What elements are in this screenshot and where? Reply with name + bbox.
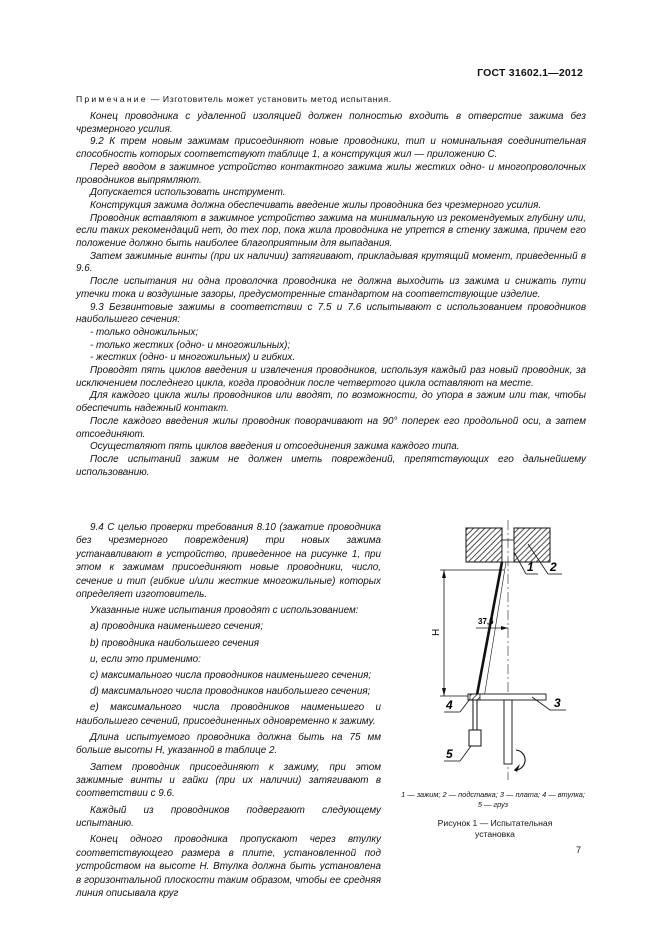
paragraph: e) максимального числа проводников наименьшего и наибольшего сечений, присоединенных одновременно к зажиму. <box>76 702 381 727</box>
paragraph: Осуществляют пять циклов введения и отсоединения зажима каждого типа. <box>90 441 460 453</box>
paragraph: 9.2 К трем новым зажимам присоединяют новые проводники, тип и номинальная соединительная способность которых соответствуют таблице 1, а конструкция жил — приложению С. <box>76 136 586 161</box>
paragraph: Конструкция зажима должна обеспечивать введение жилы проводника без чрезмерного усилия. <box>90 199 542 211</box>
paragraph: Каждый из проводников подвергают следующему испытанию. <box>76 804 381 830</box>
label-4: 4 <box>446 698 453 712</box>
paragraph: Затем зажимные винты (при их наличии) затягивают, прикладывая крутящий момент, приведенный в 9.6. <box>76 250 586 275</box>
paragraph: a) проводника наименьшего сечения; <box>90 621 264 633</box>
paragraph: После каждого введения жилы проводник поворачивают на 90° поперек его продольной оси, а затем отсоединяют. <box>76 415 586 440</box>
paragraph: Длина испытуемого проводника должна быть на 75 мм больше высоты H, указанной в таблице 2. <box>76 732 381 757</box>
paragraph: Проводник вставляют в зажимное устройство зажима на минимальную из рекомендуемых глубину или, если таких рекомендаций нет, до тех пор, пока жила проводника не упрется в стенку зажима, причем его положение должно быть наиболее благоприятным для выпадания. <box>76 212 586 250</box>
paragraph: Проводят пять циклов введения и извлечения проводников, используя каждый раз новый проводник, за исключением последнего цикла, когда проводник после четвертого цикла оставляют на месте. <box>76 365 586 389</box>
bushing <box>470 694 480 700</box>
note-label: Примечание <box>76 94 148 104</box>
paragraph: После испытания ни одна проволочка проводника не должна выходить из зажима и снижать пути утечки тока и воздушные зазоры, предусмотренные стандартом на соответствующие изделие. <box>76 276 586 300</box>
paragraph: d) максимального числа проводников наибольшего сечения; <box>90 686 371 698</box>
paragraph: 9.4 С целью проверки требования 8.10 (зажатие проводника без чрезмерного повреждения) три новых зажима устанавливают в устройство, приведенное на рисунке 1, при этом к зажимам присоединяют новые проводники, число, сечение и тип (гибкие и/или жесткие многожильные) которых определяет изготовитель. <box>76 522 381 601</box>
label-2: 2 <box>550 560 557 574</box>
paragraph: Затем проводник присоединяют к зажиму, при этом зажимные винты и гайки (при их наличии) затягивают в соответствии с 9.6. <box>76 761 381 800</box>
paragraph: После испытаний зажим не должен иметь повреждений, препятствующих его дальнейшему использованию. <box>76 453 586 478</box>
conductor <box>476 562 502 700</box>
figure-caption: Рисунок 1 — Испытательная установка <box>437 818 553 839</box>
paragraph: Конец проводника с удаленной изоляцией должен полностью входить в отверстие зажима без чрезмерного усилия. <box>76 111 586 135</box>
paragraph: и, если это применимо: <box>90 653 201 665</box>
label-3: 3 <box>554 696 561 710</box>
paragraph: b) проводника наибольшего сечения <box>90 637 260 649</box>
paragraph: Конец одного проводника пропускают через втулку соответствующего размера в плите, установленной под устройством на высоте H. Втулка должна быть установлена в горизонтальной плоскости таким образом, чтобы ее средняя линия описывала круг <box>76 834 381 899</box>
figure-legend: 1 — зажим; 2 — подставка; 3 — плата; 4 — втулка; 5 — груз <box>401 790 585 809</box>
dimension-label: 37,6 <box>478 617 494 626</box>
document-code: ГОСТ 31602.1—2012 <box>477 67 583 79</box>
label-5: 5 <box>446 747 453 761</box>
weight <box>469 730 481 746</box>
paragraph: - только одножильных; <box>90 326 199 338</box>
note <box>76 94 586 104</box>
label-1: 1 <box>527 560 534 574</box>
paragraph: Указанные ниже испытания проводят с использованием: <box>90 605 359 617</box>
note-text: — Изготовитель может установить метод испытания. <box>150 94 392 104</box>
paragraph: Для каждого цикла жилы проводников или вводят, по возможности, до упора в зажим или так, чтобы обеспечить надежный контакт. <box>76 390 586 415</box>
test-setup-figure <box>404 518 584 788</box>
page-number: 7 <box>576 845 582 855</box>
paragraph: Допускается использовать инструмент. <box>90 187 286 199</box>
paragraph: - только жестких (одно- и многожильных); <box>90 339 291 351</box>
body-text-column <box>76 521 381 903</box>
paragraph: - жестких (одно- и многожильных) и гибких. <box>90 352 296 364</box>
paragraph: c) максимального числа проводников наименьшего сечения; <box>90 670 372 682</box>
height-label: H <box>431 628 442 636</box>
body-text-full-width <box>76 111 586 479</box>
paragraph: 9.3 Безвинтовые зажимы в соответствии с 7.5 и 7.6 испытывают с использованием проводников наибольшего сечения: <box>76 301 586 326</box>
paragraph: Перед вводом в зажимное устройство контактного зажима жилы жестких одно- и многопроволочных проводников выпрямляют. <box>76 161 586 186</box>
